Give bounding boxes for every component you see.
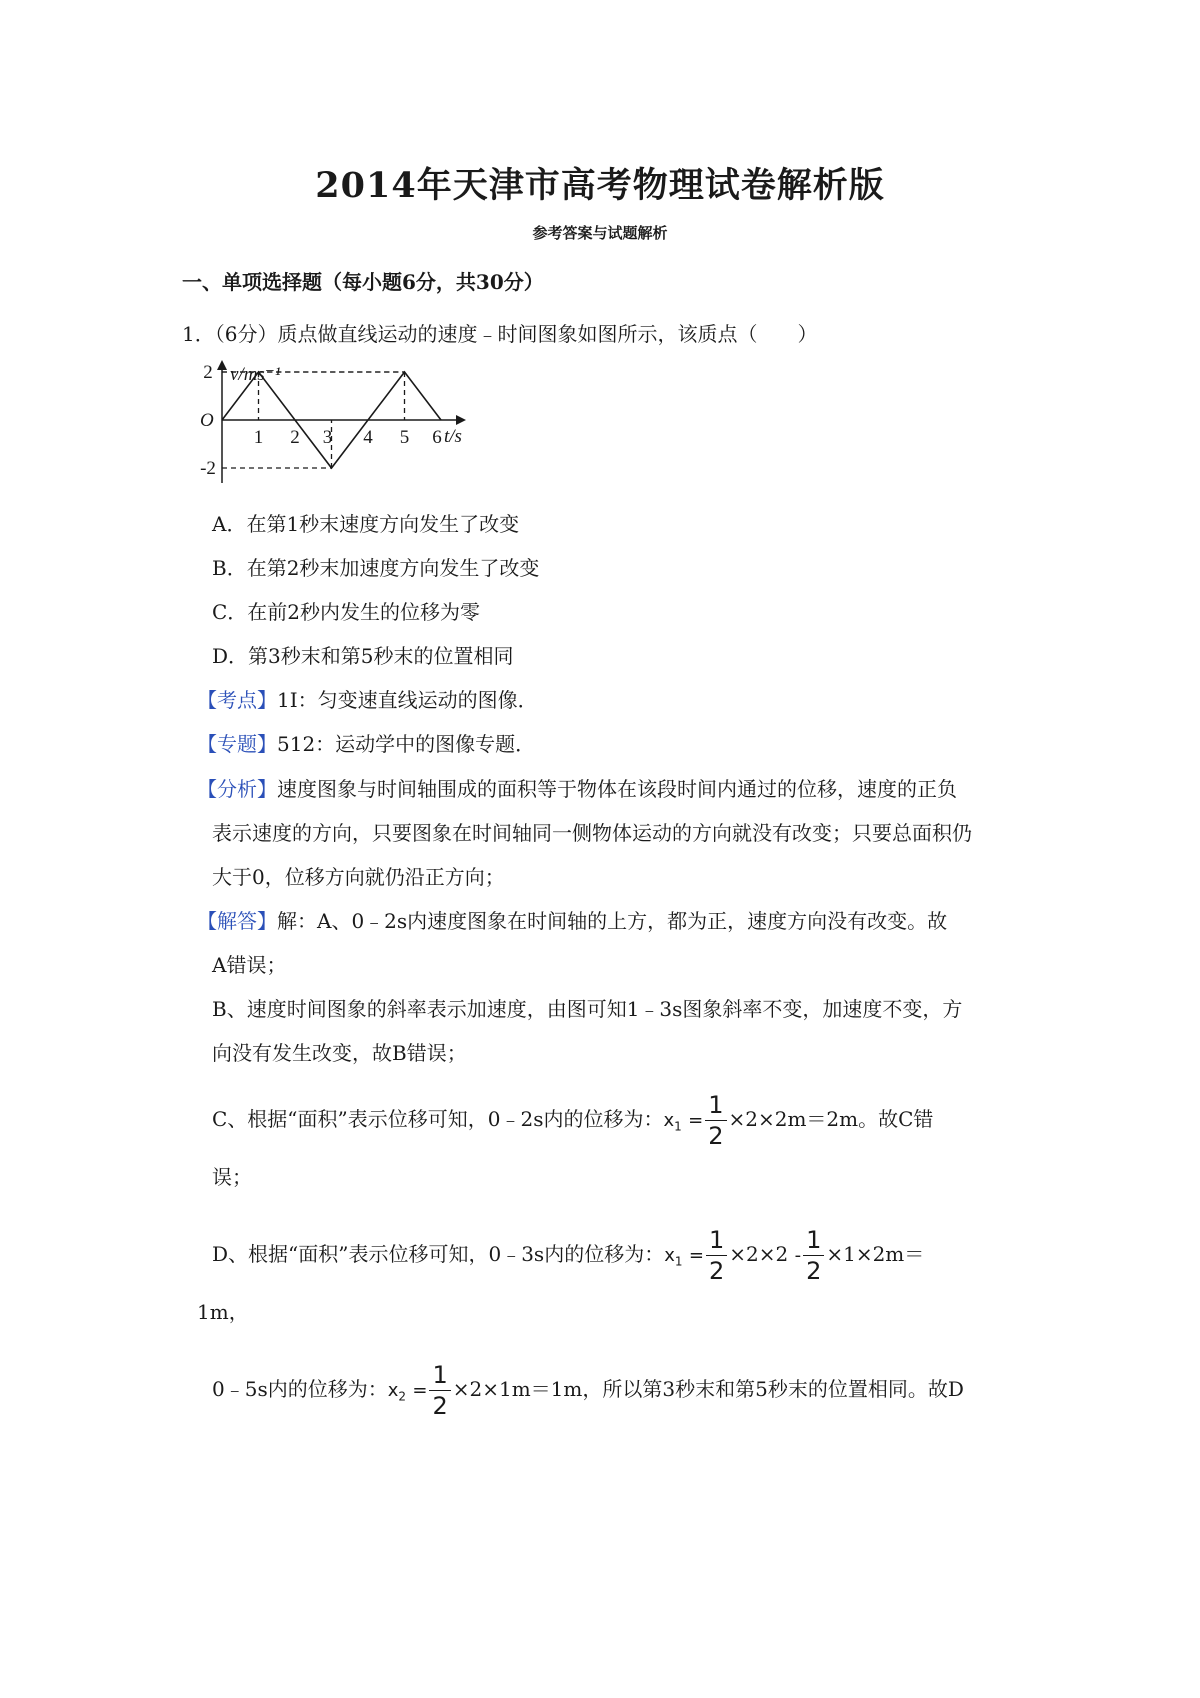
zhuanti-text: 512：运动学中的图像专题． (277, 732, 536, 756)
jieda-e-line-1 (212, 1363, 964, 1418)
page-subtitle: 参考答案与试题解析 (532, 224, 668, 242)
e-fraction: $\frac{1}{2}$ (429, 1363, 450, 1418)
e-x2: $x_2$ (387, 1380, 407, 1404)
option-d: D．第3秒末和第5秒末的位置相同 (212, 644, 514, 668)
c-text-post: ×2×2m＝2m。故C错 (728, 1107, 934, 1131)
jieda-c-line-1 (212, 1093, 933, 1148)
zhuanti-tag: 【专题】 (197, 732, 277, 756)
option-b: B．在第2秒末加速度方向发生了改变 (212, 556, 540, 580)
c-equals: = (688, 1110, 704, 1131)
jieda-tag: 【解答】 (197, 909, 277, 933)
x-tick-label-6: 6 (432, 427, 442, 448)
d-text-mid: ×2×2 (729, 1242, 789, 1266)
kaodian-line (197, 684, 538, 713)
jieda-d-line-1 (212, 1228, 924, 1283)
fenxi-line-1 (197, 773, 957, 802)
t-axis-arrow (456, 415, 466, 425)
question-stem: 1．（6分）质点做直线运动的速度﹣时间图象如图所示，该质点（ ） (182, 322, 818, 346)
c-x1: $x_1$ (663, 1110, 682, 1134)
option-a: A．在第1秒末速度方向发生了改变 (212, 512, 520, 536)
kaodian-text: 1I：匀变速直线运动的图像． (277, 688, 538, 712)
jieda-line-2: A错误； (212, 953, 287, 977)
d-fraction-1: $\frac{1}{2}$ (706, 1228, 727, 1283)
d-minus: - (794, 1245, 802, 1266)
d-text-pre: D、根据“面积”表示位移可知，0﹣3s内的位移为： (212, 1242, 665, 1266)
jieda-line-1 (197, 905, 947, 934)
option-c: C．在前2秒内发生的位移为零 (212, 600, 481, 624)
x-tick-label-5: 5 (399, 427, 410, 448)
velocity-time-graph (200, 360, 478, 495)
v-axis-label: v/ms⁻¹ (230, 364, 281, 385)
jieda-b-line-1: B、速度时间图象的斜率表示加速度，由图可知1﹣3s图象斜率不变，加速度不变，方 (212, 997, 963, 1021)
x-tick-label-2: 2 (290, 427, 300, 448)
fenxi-line-2: 表示速度的方向，只要图象在时间轴同一侧物体运动的方向就没有改变；只要总面积仍 (212, 821, 972, 845)
jieda-d-line-2: 1m， (197, 1300, 249, 1324)
y-tick-label-2: 2 (203, 362, 213, 383)
x-tick-label-4: 4 (363, 427, 373, 448)
fenxi-text-1: 速度图象与时间轴围成的面积等于物体在该段时间内通过的位移，速度的正负 (277, 777, 957, 801)
fenxi-tag: 【分析】 (197, 777, 277, 801)
jieda-c-line-2: 误； (212, 1165, 252, 1189)
d-text-post: ×1×2m＝ (826, 1242, 925, 1266)
page-title: 2014年天津市高考物理试卷解析版 (315, 165, 885, 206)
x-tick-label-3: 3 (322, 427, 333, 448)
x-tick-label-1: 1 (253, 427, 264, 448)
v-axis-arrow (217, 360, 227, 370)
e-text-post: ×2×1m＝1m，所以第3秒末和第5秒末的位置相同。故D (452, 1377, 964, 1401)
zhuanti-line (197, 728, 535, 757)
d-equals: = (688, 1245, 704, 1266)
d-x1: $x_1$ (664, 1245, 683, 1269)
c-fraction: $\frac{1}{2}$ (705, 1093, 726, 1148)
origin-label: O (200, 410, 214, 431)
e-text-pre: 0﹣5s内的位移为： (212, 1377, 388, 1401)
c-text-pre: C、根据“面积”表示位移可知，0﹣2s内的位移为： (212, 1107, 664, 1131)
jieda-b-line-2: 向没有发生改变，故B错误； (212, 1041, 467, 1065)
e-equals: = (412, 1380, 428, 1401)
y-tick-label--2: -2 (200, 458, 216, 479)
d-fraction-2: $\frac{1}{2}$ (803, 1228, 824, 1283)
jieda-text-1: 解：A、0﹣2s内速度图象在时间轴的上方，都为正，速度方向没有改变。故 (277, 909, 948, 933)
t-axis-label: t/s (444, 426, 462, 447)
fenxi-line-3: 大于0，位移方向就仍沿正方向； (212, 865, 505, 889)
kaodian-tag: 【考点】 (197, 688, 277, 712)
section-heading: 一、单项选择题（每小题6分，共30分） (182, 270, 544, 294)
